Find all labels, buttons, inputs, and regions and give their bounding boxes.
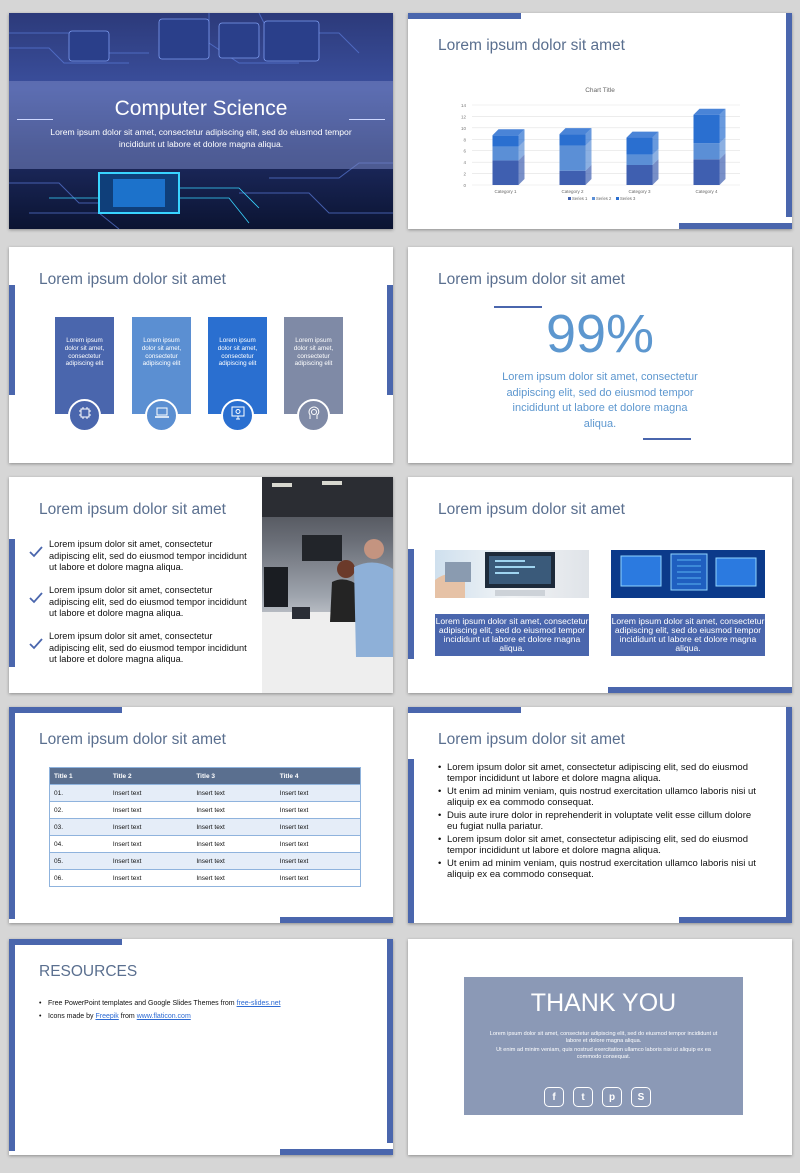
accent-bar-right xyxy=(786,13,792,217)
slide-5-checklist[interactable] xyxy=(9,477,393,693)
legend-label: Series 2 xyxy=(596,196,612,201)
resource-text: Icons made by xyxy=(48,1013,96,1020)
accent-bar-top xyxy=(408,13,521,19)
accent-bar-left xyxy=(9,939,15,1151)
bar-segment xyxy=(560,134,586,145)
slide-6-photos[interactable] xyxy=(408,477,792,693)
table-row xyxy=(50,836,361,853)
circuit-chip-icon xyxy=(77,405,93,426)
bar-segment xyxy=(694,143,720,159)
feature-box-text: Lorem ipsum dolor sit amet, consectetur adipiscing elit xyxy=(293,337,334,368)
feature-icon-circle xyxy=(221,399,254,432)
table-cell: 06. xyxy=(50,870,109,887)
resource-text: Free PowerPoint templates and Google Slides Themes from xyxy=(48,1000,237,1007)
x-tick-label: Category 2 xyxy=(561,189,584,194)
table-cell: Insert text xyxy=(192,785,275,802)
accent-bar-bottom xyxy=(679,917,792,923)
big-percentage: 99% xyxy=(545,304,655,364)
table-row xyxy=(50,870,361,887)
head-globe-icon xyxy=(306,405,322,426)
table-row xyxy=(50,853,361,870)
table-cell: Insert text xyxy=(192,853,275,870)
main-title: Computer Science xyxy=(114,97,288,120)
office-photo xyxy=(262,477,393,693)
accent-bar-bottom xyxy=(280,1149,393,1155)
resources-title: RESOURCES xyxy=(39,963,138,980)
feature-box xyxy=(284,317,343,414)
title-subtitle: Lorem ipsum dolor sit amet, consectetur adipiscing elit, sed do eiusmod tempor incididunt ut labore et dolore magna aliqua. xyxy=(50,127,352,149)
photo-circuit-screens xyxy=(611,550,765,598)
bar-chart xyxy=(448,97,748,209)
twitter-icon[interactable]: t xyxy=(573,1087,593,1107)
accent-bar-right xyxy=(387,285,393,395)
x-tick-label: Category 1 xyxy=(494,189,517,194)
table-cell: 05. xyxy=(50,853,109,870)
list-item: • Ut enim ad minim veniam, quis nostrud exercitation ullamco laboris nisi ut aliquip ex ea commodo consequat. xyxy=(438,859,762,880)
table-header-cell: Title 3 xyxy=(192,768,275,785)
feature-box-text: Lorem ipsum dolor sit amet, consectetur adipiscing elit xyxy=(217,337,258,368)
thank-you-title: THANK YOU xyxy=(530,989,677,1017)
table-cell: Insert text xyxy=(109,870,192,887)
slide-1-title[interactable] xyxy=(9,13,393,229)
table-cell: Insert text xyxy=(276,836,361,853)
chart-title: Chart Title xyxy=(585,87,615,94)
bar-segment xyxy=(694,115,720,144)
feature-icon-circle xyxy=(297,399,330,432)
accent-bar-top xyxy=(9,939,122,945)
table-cell: Insert text xyxy=(192,819,275,836)
table-cell: 01. xyxy=(50,785,109,802)
slide-3-boxes[interactable] xyxy=(9,247,393,463)
feature-box xyxy=(132,317,191,414)
table-row xyxy=(50,802,361,819)
checklist-text: Lorem ipsum dolor sit amet, consectetur adipiscing elit, sed do eiusmod tempor incididunt ut labore et dolore magna aliqua. xyxy=(49,585,247,619)
slide-title: Lorem ipsum dolor sit amet xyxy=(438,37,625,54)
table-cell: Insert text xyxy=(109,836,192,853)
y-tick-label: 8 xyxy=(463,137,466,143)
table-cell: Insert text xyxy=(276,802,361,819)
bar-segment xyxy=(493,160,519,185)
accent-bar-bottom xyxy=(679,223,792,229)
bar-segment xyxy=(627,165,653,185)
resource-item xyxy=(39,1010,281,1023)
caption-right: Lorem ipsum dolor sit amet, consectetur adipiscing elit, sed do eiusmod tempor incididunt ut labore et dolore magna aliqua. xyxy=(611,614,765,656)
table-cell: Insert text xyxy=(276,819,361,836)
y-tick-label: 6 xyxy=(463,148,466,154)
x-tick-label: Category 3 xyxy=(628,189,651,194)
monitor-gear-icon xyxy=(230,405,246,426)
legend-label: Series 1 xyxy=(572,196,588,201)
y-tick-label: 12 xyxy=(460,114,466,120)
table-row xyxy=(50,819,361,836)
accent-bar-left xyxy=(408,759,414,923)
resource-text: from xyxy=(118,1013,137,1020)
title-band xyxy=(9,81,393,169)
y-tick-label: 2 xyxy=(463,171,466,177)
bullet-list xyxy=(438,763,762,883)
facebook-icon[interactable]: f xyxy=(544,1087,564,1107)
table-cell: Insert text xyxy=(109,819,192,836)
feature-box-text: Lorem ipsum dolor sit amet, consectetur adipiscing elit xyxy=(141,337,182,368)
table-cell: Insert text xyxy=(192,836,275,853)
bar-segment xyxy=(627,155,653,165)
table-header-cell: Title 1 xyxy=(50,768,109,785)
slide-title: Lorem ipsum dolor sit amet xyxy=(39,271,226,288)
thank-you-panel xyxy=(464,977,743,1115)
table-cell: Insert text xyxy=(109,802,192,819)
y-tick-label: 14 xyxy=(460,103,466,108)
photo-desk xyxy=(435,550,589,598)
bar-segment xyxy=(493,147,519,161)
feature-icon-circle xyxy=(68,399,101,432)
bar-segment xyxy=(627,138,653,155)
bar-segment xyxy=(493,135,519,146)
y-tick-label: 4 xyxy=(463,160,466,166)
resource-item xyxy=(39,997,281,1010)
slide-8-bullets[interactable] xyxy=(408,707,792,923)
legend-swatch xyxy=(592,197,595,200)
table-row xyxy=(50,785,361,802)
accent-bar-top xyxy=(408,707,521,713)
table-header-row xyxy=(50,768,361,785)
data-table xyxy=(49,767,361,887)
slide-2-chart[interactable] xyxy=(408,13,792,229)
list-item: • Duis aute irure dolor in reprehenderit in voluptate velit esse cillum dolore eu fugiat nulla pariatur. xyxy=(438,811,762,832)
checklist-text: Lorem ipsum dolor sit amet, consectetur adipiscing elit, sed do eiusmod tempor incididunt ut labore et dolore magna aliqua. xyxy=(49,539,247,573)
accent-bar-right xyxy=(786,707,792,919)
caption-left: Lorem ipsum dolor sit amet, consectetur adipiscing elit, sed do eiusmod tempor incididunt ut labore et dolore magna aliqua. xyxy=(435,614,589,656)
slide-10-thank-you[interactable] xyxy=(408,939,792,1155)
accent-bar-top xyxy=(9,707,122,713)
table-header-cell: Title 2 xyxy=(109,768,192,785)
y-tick-label: 0 xyxy=(463,183,466,188)
feature-box xyxy=(208,317,267,414)
legend-swatch xyxy=(616,197,619,200)
thank-you-text-2: Ut enim ad minim veniam, quis nostrud exercitation ullamco laboris nisi ut aliquip ex ea commodo consequat. xyxy=(496,1047,711,1060)
flaticon-link[interactable]: www.flaticon.com xyxy=(136,1013,191,1020)
list-item: • Ut enim ad minim veniam, quis nostrud exercitation ullamco laboris nisi ut aliquip ex ea commodo consequat. xyxy=(438,787,762,808)
table-cell: Insert text xyxy=(192,870,275,887)
accent-bar-bottom xyxy=(608,687,792,693)
checkmark-icon xyxy=(29,637,43,651)
checkmark-icon xyxy=(29,591,43,605)
slide-title: Lorem ipsum dolor sit amet xyxy=(438,501,625,518)
legend-swatch xyxy=(568,197,571,200)
table-header-cell: Title 4 xyxy=(276,768,361,785)
accent-bar-bottom xyxy=(280,917,393,923)
accent-bar-left xyxy=(9,707,15,919)
freepik-link[interactable]: Freepik xyxy=(95,1013,119,1020)
laptop-icon xyxy=(154,405,170,426)
accent-bar-left xyxy=(9,539,15,667)
list-item: • Lorem ipsum dolor sit amet, consectetur adipiscing elit, sed do eiusmod tempor incididunt ut labore et dolore magna aliqua. xyxy=(438,835,762,856)
free-slides-link[interactable]: free-slides.net xyxy=(236,1000,281,1007)
feature-box-text: Lorem ipsum dolor sit amet, consectetur adipiscing elit xyxy=(64,337,105,368)
table-cell: Insert text xyxy=(192,802,275,819)
table-cell: Insert text xyxy=(276,785,361,802)
bar-side xyxy=(720,109,726,144)
accent-bar-right xyxy=(387,939,393,1143)
slide-9-resources[interactable] xyxy=(9,939,393,1155)
table-cell: 04. xyxy=(50,836,109,853)
bar-segment xyxy=(560,146,586,171)
slide-title: Lorem ipsum dolor sit amet xyxy=(39,501,226,518)
thank-you-text-1: Lorem ipsum dolor sit amet, consectetur adipiscing elit, sed do eiusmod tempor incididunt ut labore et dolore magna aliqua. xyxy=(489,1031,718,1044)
slide-title: Lorem ipsum dolor sit amet xyxy=(39,731,226,748)
y-tick-label: 10 xyxy=(460,125,466,131)
accent-bar-left xyxy=(408,549,414,659)
table-cell: Insert text xyxy=(276,853,361,870)
table-cell: Insert text xyxy=(109,785,192,802)
pinterest-icon[interactable]: p xyxy=(602,1087,622,1107)
legend-label: Series 3 xyxy=(620,196,636,201)
slide-title: Lorem ipsum dolor sit amet xyxy=(438,731,625,748)
table-cell: Insert text xyxy=(276,870,361,887)
slide-4-stat[interactable] xyxy=(408,247,792,463)
accent-bar-left xyxy=(9,285,15,395)
x-tick-label: Category 4 xyxy=(695,189,718,194)
list-item: • Lorem ipsum dolor sit amet, consectetur adipiscing elit, sed do eiusmod tempor incididunt ut labore et dolore magna aliqua. xyxy=(438,763,762,784)
checklist-text: Lorem ipsum dolor sit amet, consectetur adipiscing elit, sed do eiusmod tempor incididunt ut labore et dolore magna aliqua. xyxy=(49,631,247,665)
table-cell: 03. xyxy=(50,819,109,836)
bar-segment xyxy=(560,171,586,185)
feature-box xyxy=(55,317,114,414)
feature-icon-circle xyxy=(145,399,178,432)
skype-icon[interactable]: S xyxy=(631,1087,651,1107)
stat-line-bottom xyxy=(643,438,691,440)
stat-text: Lorem ipsum dolor sit amet, consectetur adipiscing elit, sed do eiusmod tempor incididunt ut labore et dolore magna aliqua. xyxy=(502,371,698,430)
resources-list xyxy=(39,997,281,1023)
slide-title: Lorem ipsum dolor sit amet xyxy=(438,271,625,288)
slide-7-table[interactable] xyxy=(9,707,393,923)
bar-segment xyxy=(694,159,720,185)
checkmark-icon xyxy=(29,545,43,559)
table-cell: Insert text xyxy=(109,853,192,870)
table-cell: 02. xyxy=(50,802,109,819)
